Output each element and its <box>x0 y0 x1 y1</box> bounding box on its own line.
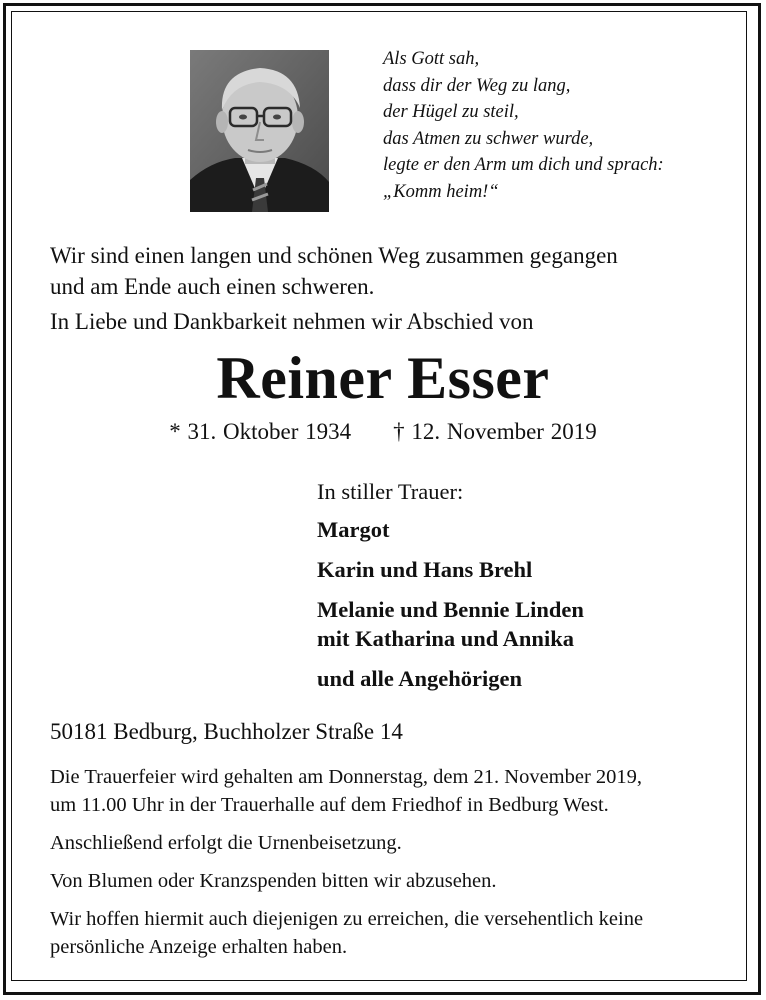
poem-line: „Komm heim!“ <box>383 181 499 202</box>
address: 50181 Bedburg, Buchholzer Straße 14 <box>50 719 403 744</box>
notice-line: Anschließend erfolgt die Urnenbeisetzung. <box>50 832 402 854</box>
mourners-list <box>317 477 584 693</box>
funeral-notice <box>50 763 643 961</box>
deceased-name: Reiner Esser <box>216 345 550 411</box>
notice-line: Die Trauerfeier wird gehalten am Donnerstag, dem 21. November 2019, <box>50 766 643 788</box>
birth-date: * 31. Oktober 1934 <box>169 419 352 444</box>
death-date: † 12. November 2019 <box>393 419 597 444</box>
poem-line: das Atmen zu schwer wurde, <box>383 128 594 149</box>
portrait-photo <box>190 50 329 212</box>
intro-line: Wir sind einen langen und schönen Weg zusammen gegangen <box>50 243 618 268</box>
life-dates <box>0 416 766 448</box>
poem-line: der Hügel zu steil, <box>383 102 519 122</box>
mourner-name: mit Katharina und Annika <box>317 626 574 651</box>
intro-line: und am Ende auch einen schweren. <box>50 274 375 299</box>
poem-line: dass dir der Weg zu lang, <box>383 75 571 96</box>
poem-line: legte er den Arm um dich und sprach: <box>383 155 664 175</box>
portrait-image <box>190 50 329 212</box>
notice-line: Wir hoffen hiermit auch diejenigen zu erreichen, die versehentlich keine <box>50 908 644 930</box>
notice-line: persönliche Anzeige erhalten haben. <box>50 936 348 958</box>
mourner-name: Margot <box>317 517 390 542</box>
notice-line: Von Blumen oder Kranzspenden bitten wir abzusehen. <box>50 870 497 892</box>
intro-line: In Liebe und Dankbarkeit nehmen wir Abschied von <box>50 309 534 334</box>
poem-line: Als Gott sah, <box>383 49 480 69</box>
mourner-name: und alle Angehörigen <box>317 666 523 691</box>
mourner-name: Melanie und Bennie Linden <box>317 597 584 622</box>
mourner-name: Karin und Hans Brehl <box>317 557 533 582</box>
mourners-heading: In stiller Trauer: <box>317 479 464 504</box>
notice-line: um 11.00 Uhr in der Trauerhalle auf dem Friedhof in Bedburg West. <box>50 794 609 816</box>
intro-text <box>50 240 618 337</box>
poem <box>383 46 664 205</box>
